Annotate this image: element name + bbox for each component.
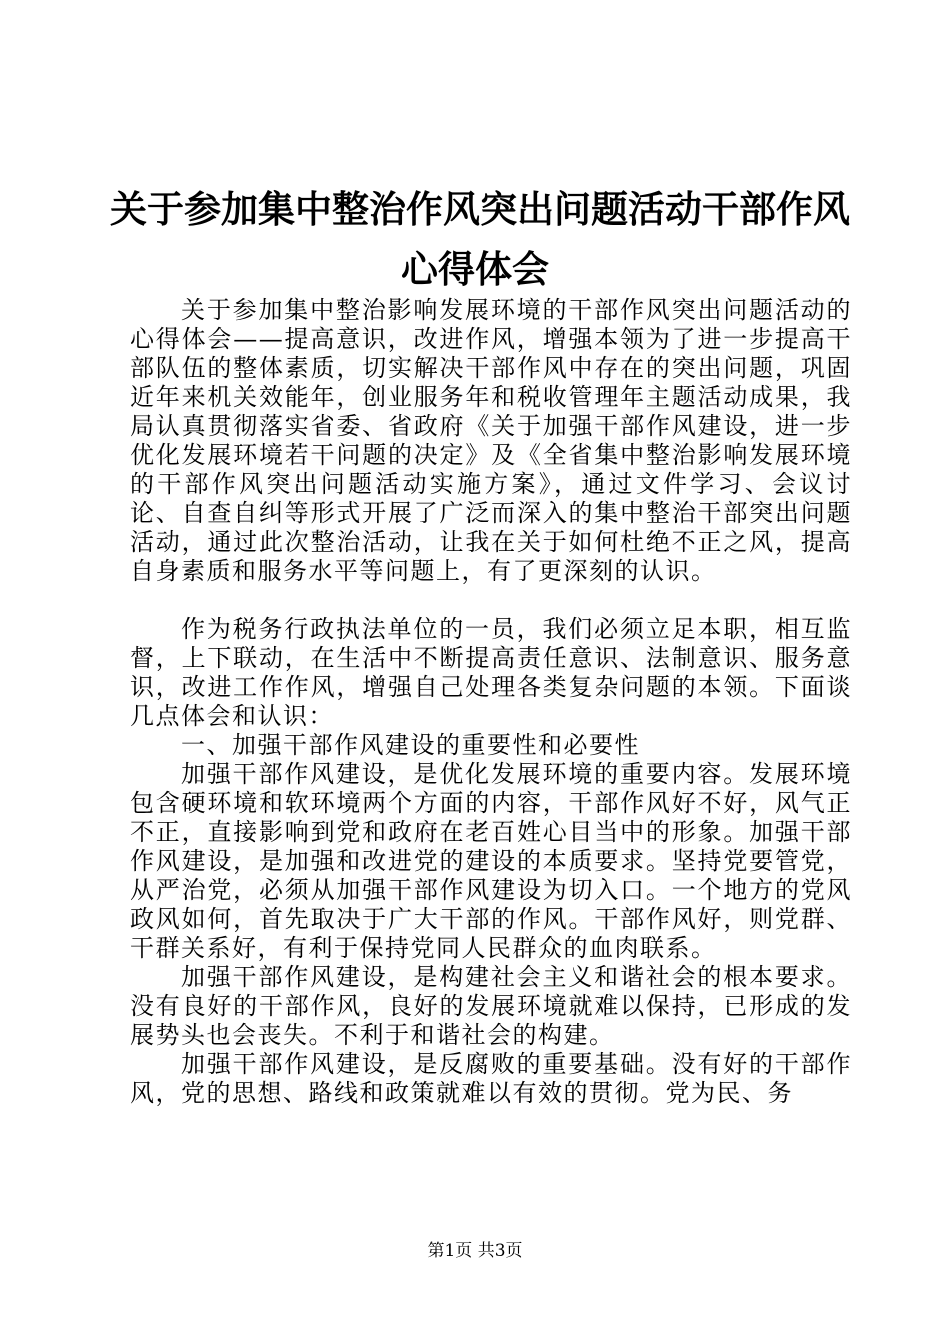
paragraph-role: 作为税务行政执法单位的一员，我们必须立足本职，相互监督，上下联动，在生活中不断提高责任意识、法制意识、服务意识，改进工作作风，增强自己处理各类复杂问题的本领。下面谈几点体会和认识： (130, 615, 852, 730)
section-heading-1: 一、加强干部作风建设的重要性和必要性 (181, 731, 640, 759)
page-number-footer: 第1页 共3页 (427, 1241, 523, 1261)
paragraph-anticorruption: 加强干部作风建设，是反腐败的重要基础。没有好的干部作风，党的思想、路线和政策就难以有效的贯彻。党为民、务 (130, 1050, 852, 1107)
paragraph-harmony: 加强干部作风建设，是构建社会主义和谐社会的根本要求。没有良好的干部作风，良好的发展环境就难以保持，已形成的发展势头也会丧失。不利于和谐社会的构建。 (130, 963, 852, 1049)
document-body (130, 296, 852, 1108)
paragraph-intro: 关于参加集中整治影响发展环境的干部作风突出问题活动的心得体会——提高意识，改进作风，增强本领为了进一步提高干部队伍的整体素质，切实解决干部作风中存在的突出问题，巩固近年来机关效能年，创业服务年和税收管理年主题活动成果，我局认真贯彻落实省委、省政府《关于加强干部作风建设，进一步优化发展环境若干问题的决定》及《全省集中整治影响发展环境的干部作风突出问题活动实施方案》，通过文件学习、会议讨论、自查自纠等形式开展了广泛而深入的集中整治干部突出问题活动，通过此次整治活动，让我在关于如何杜绝不正之风，提高自身素质和服务水平等问题上，有了更深刻的认识。 (130, 296, 852, 585)
document-title-line-2: 心得体会 (401, 248, 549, 291)
paragraph-environment: 加强干部作风建设，是优化发展环境的重要内容。发展环境包含硬环境和软环境两个方面的内容，干部作风好不好，风气正不正，直接影响到党和政府在老百姓心目当中的形象。加强干部作风建设，是加强和改进党的建设的本质要求。坚持党要管党，从严治党，必须从加强干部作风建设为切入口。一个地方的党风政风如何，首先取决于广大干部的作风。干部作风好，则党群、干群关系好，有利于保持党同人民群众的血肉联系。 (130, 760, 852, 962)
document-title-line-1: 关于参加集中整治作风突出问题活动干部作风 (110, 188, 850, 231)
